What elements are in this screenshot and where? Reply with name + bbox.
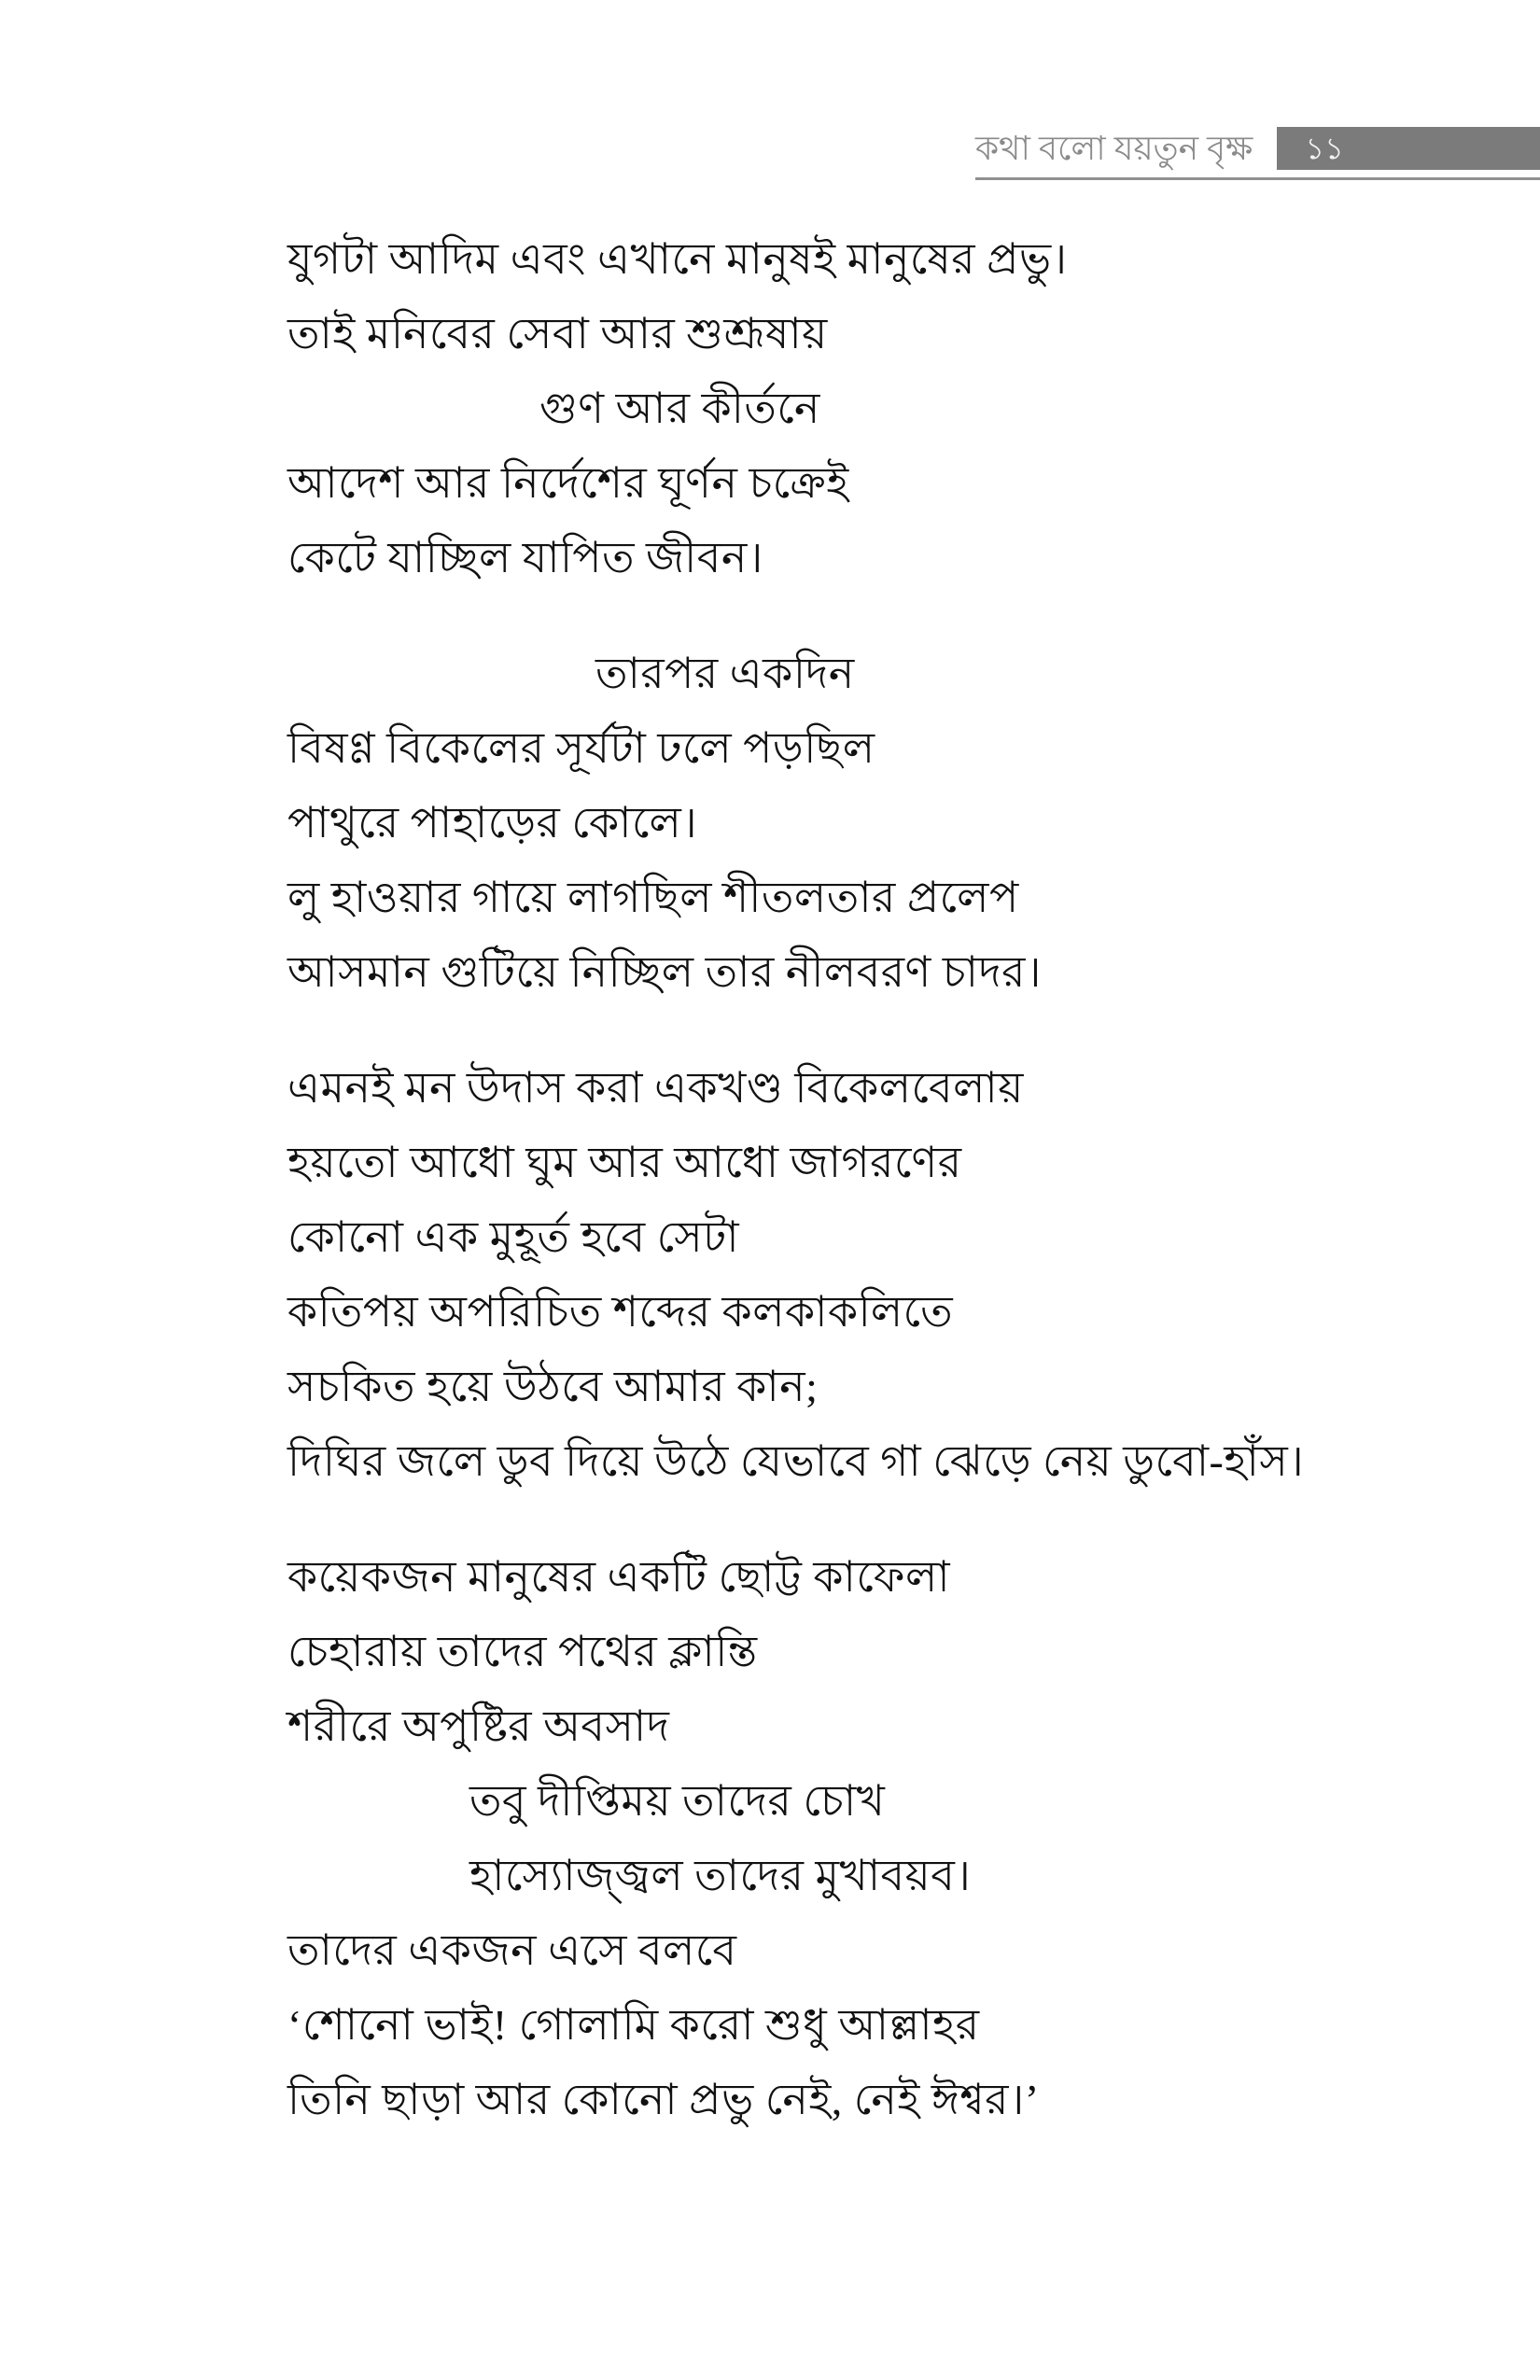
poem-line: ‘শোনো ভাই! গোলামি করো শুধু আল্লাহর [287,2001,980,2049]
poem-line: লু হাওয়ার গায়ে লাগছিল শীতলতার প্রলেপ [287,874,1019,921]
poem-line: সচকিত হয়ে উঠবে আমার কান; [287,1363,819,1410]
poem-line: কেটে যাচ্ছিল যাপিত জীবন। [287,534,763,581]
poem-line: তাদের একজন এসে বলবে [287,1926,737,1974]
poem-line: হয়তো আধো ঘুম আর আধো জাগরণের [287,1139,962,1186]
header-rule [975,177,1540,180]
stanza [287,637,1463,1010]
stanza [287,1540,1463,2137]
running-header-title: কথা বলো যয়তুন বৃক্ষ [975,130,1253,167]
poem-line: কতিপয় অপরিচিত শব্দের কলকাকলিতে [287,1288,954,1336]
poem-line: কোনো এক মুহূর্ত হবে সেটা [287,1213,740,1261]
poem-line: যুগটা আদিম এবং এখানে মানুষই মানুষের প্রভু। [287,235,1068,283]
poem-line: আদেশ আর নির্দেশের ঘূর্ণন চক্রেই [287,459,849,507]
poem-line: কয়েকজন মানুষের একটি ছোট্ট কাফেলা [287,1553,951,1601]
poem-line: হাস্যোজ্জ্বল তাদের মুখাবয়ব। [469,1852,972,1899]
poem-line: চেহারায় তাদের পথের ক্লান্তি [287,1628,758,1675]
poem-line: বিষণ্ণ বিকেলের সূর্যটা ঢলে পড়ছিল [287,724,875,772]
running-header [975,127,1540,170]
poem [287,222,1463,2137]
stanza [287,1051,1463,1499]
poem-line: এমনই মন উদাস করা একখণ্ড বিকেলবেলায় [287,1064,1024,1112]
page-number: ১১ [1305,132,1344,165]
poem-line: পাথুরে পাহাড়ের কোলে। [287,799,698,847]
page-number-box [1277,127,1540,170]
stanza [287,222,1463,595]
poem-line: তাই মনিবের সেবা আর শুশ্রূষায় [287,310,828,357]
poem-line: শরীরে অপুষ্টির অবসাদ [287,1702,670,1750]
poem-line: গুণ আর কীর্তনে [539,385,820,432]
poem-line: তারপর একদিন [595,650,855,697]
poem-line: আসমান গুটিয়ে নিচ্ছিল তার নীলবরণ চাদর। [287,948,1042,996]
poem-line: তবু দীপ্তিময় তাদের চোখ [469,1777,886,1825]
poem-line: তিনি ছাড়া আর কোনো প্রভু নেই, নেই ঈশ্বর।’ [287,2076,1040,2123]
poem-line: দিঘির জলে ডুব দিয়ে উঠে যেভাবে গা ঝেড়ে নেয় ডুবো-হাঁস। [287,1437,1305,1485]
